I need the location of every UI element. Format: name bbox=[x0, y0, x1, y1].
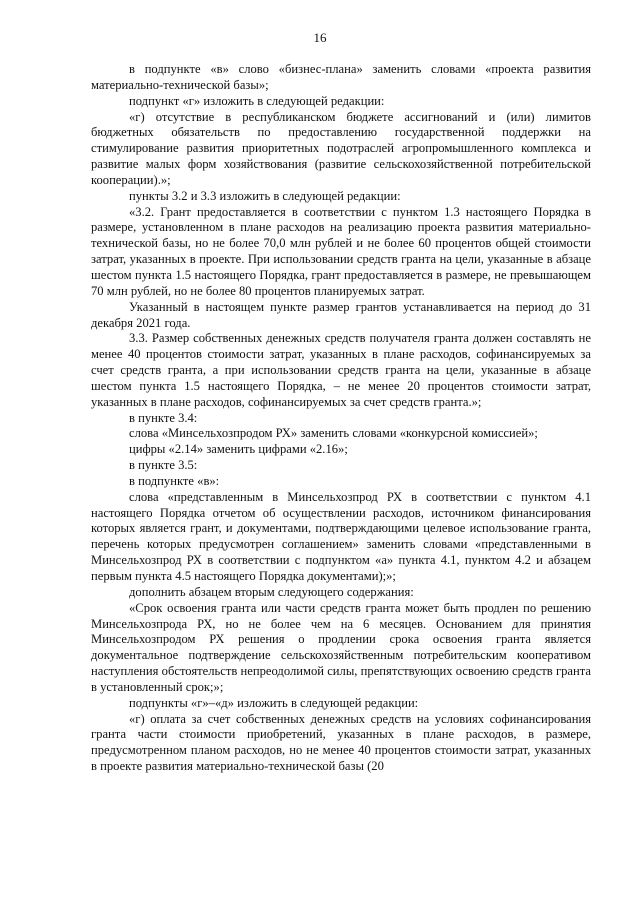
paragraph: 3.3. Размер собственных денежных средств получателя гранта должен составлять не менее 40 процентов стоимости затрат, указанных в плане расходов, софинансируемых за счет средств гранта, а при использовании средств гранта на цели, указанные в абзаце шестом пункта 1.5 настоящего Порядка, – не менее 20 процентов стоимости затрат, указанных в плане расходов, софинансируемых за счет средств гранта.»; bbox=[91, 331, 591, 409]
paragraph: дополнить абзацем вторым следующего содержания: bbox=[129, 584, 414, 599]
paragraph: «Срок освоения гранта или части средств гранта может быть продлен по решению Минсельхозпрода РХ, но не более чем на 6 месяцев. Основанием для принятия Минсельхозпродом РХ решения о продлении срока освоения гранта является документальное подтверждение сельскохозяйственным потребительским кооперативом наступления обстоятельств непреодолимой силы, препятствующих освоению средств гранта в установленный срок;»; bbox=[91, 600, 591, 694]
paragraph: подпункты «г»–«д» изложить в следующей редакции: bbox=[129, 695, 419, 710]
paragraph: «г) оплата за счет собственных денежных средств на условиях софинансирования гранта части стоимости приобретений, указанных в плане расходов, в размере, предусмотренном планом расходов, но не менее 40 процентов стоимости затрат, указанных в проекте развития материально-технической базы (20 bbox=[91, 711, 591, 774]
paragraph: «г) отсутствие в республиканском бюджете ассигнований и (или) лимитов бюджетных обязательств по предоставлению государственной поддержки на стимулирование развития приоритетных подотраслей агропромышленного комплекса и развитие малых форм хозяйствования (развитие сельскохозяйственной потребительской кооперации).»; bbox=[91, 109, 591, 187]
paragraph: подпункт «г» изложить в следующей редакции: bbox=[129, 93, 385, 108]
paragraph: в подпункте «в» слово «бизнес-плана» заменить словами «проекта развития материально-технической базы»; bbox=[91, 62, 591, 92]
paragraph: пункты 3.2 и 3.3 изложить в следующей редакции: bbox=[129, 188, 401, 203]
document-body bbox=[91, 62, 591, 775]
paragraph: цифры «2.14» заменить цифрами «2.16»; bbox=[129, 442, 348, 457]
paragraph: в пункте 3.5: bbox=[129, 458, 198, 473]
paragraph: «3.2. Грант предоставляется в соответствии с пунктом 1.3 настоящего Порядка в размере, установленном в плане расходов на реализацию проекта развития материально-технической базы, но не более 70,0 млн рублей и не более 60 процентов общей стоимости затрат, указанных в проекте. При использовании средств гранта на цели, указанные в абзаце шестом пункта 1.5 настоящего Порядка, грант предоставляется в размере, не превышающем 70 млн рублей, но не более 80 процентов планируемых затрат. bbox=[91, 204, 591, 298]
paragraph: в подпункте «в»: bbox=[129, 473, 220, 488]
page-number: 16 bbox=[313, 30, 327, 45]
paragraph: слова «Минсельхозпродом РХ» заменить словами «конкурсной комиссией»; bbox=[129, 426, 538, 441]
paragraph: Указанный в настоящем пункте размер грантов устанавливается на период до 31 декабря 2021 года. bbox=[91, 299, 591, 330]
paragraph: слова «представленным в Минсельхозпрод РХ в соответствии с пунктом 4.1 настоящего Порядка отчетом об осуществлении расходов, источником финансирования которых является грант, и документами, подтверждающими целевое использование гранта, перечень которых предусмотрен соглашением» заменить словами «представленными в Минсельхозпрод РХ в соответствии с подпунктом «а» пункта 4.1, пунктом 4.2 и абзацем первым пункта 4.5 настоящего Порядка документами);»; bbox=[91, 489, 591, 583]
paragraph: в пункте 3.4: bbox=[129, 410, 198, 425]
